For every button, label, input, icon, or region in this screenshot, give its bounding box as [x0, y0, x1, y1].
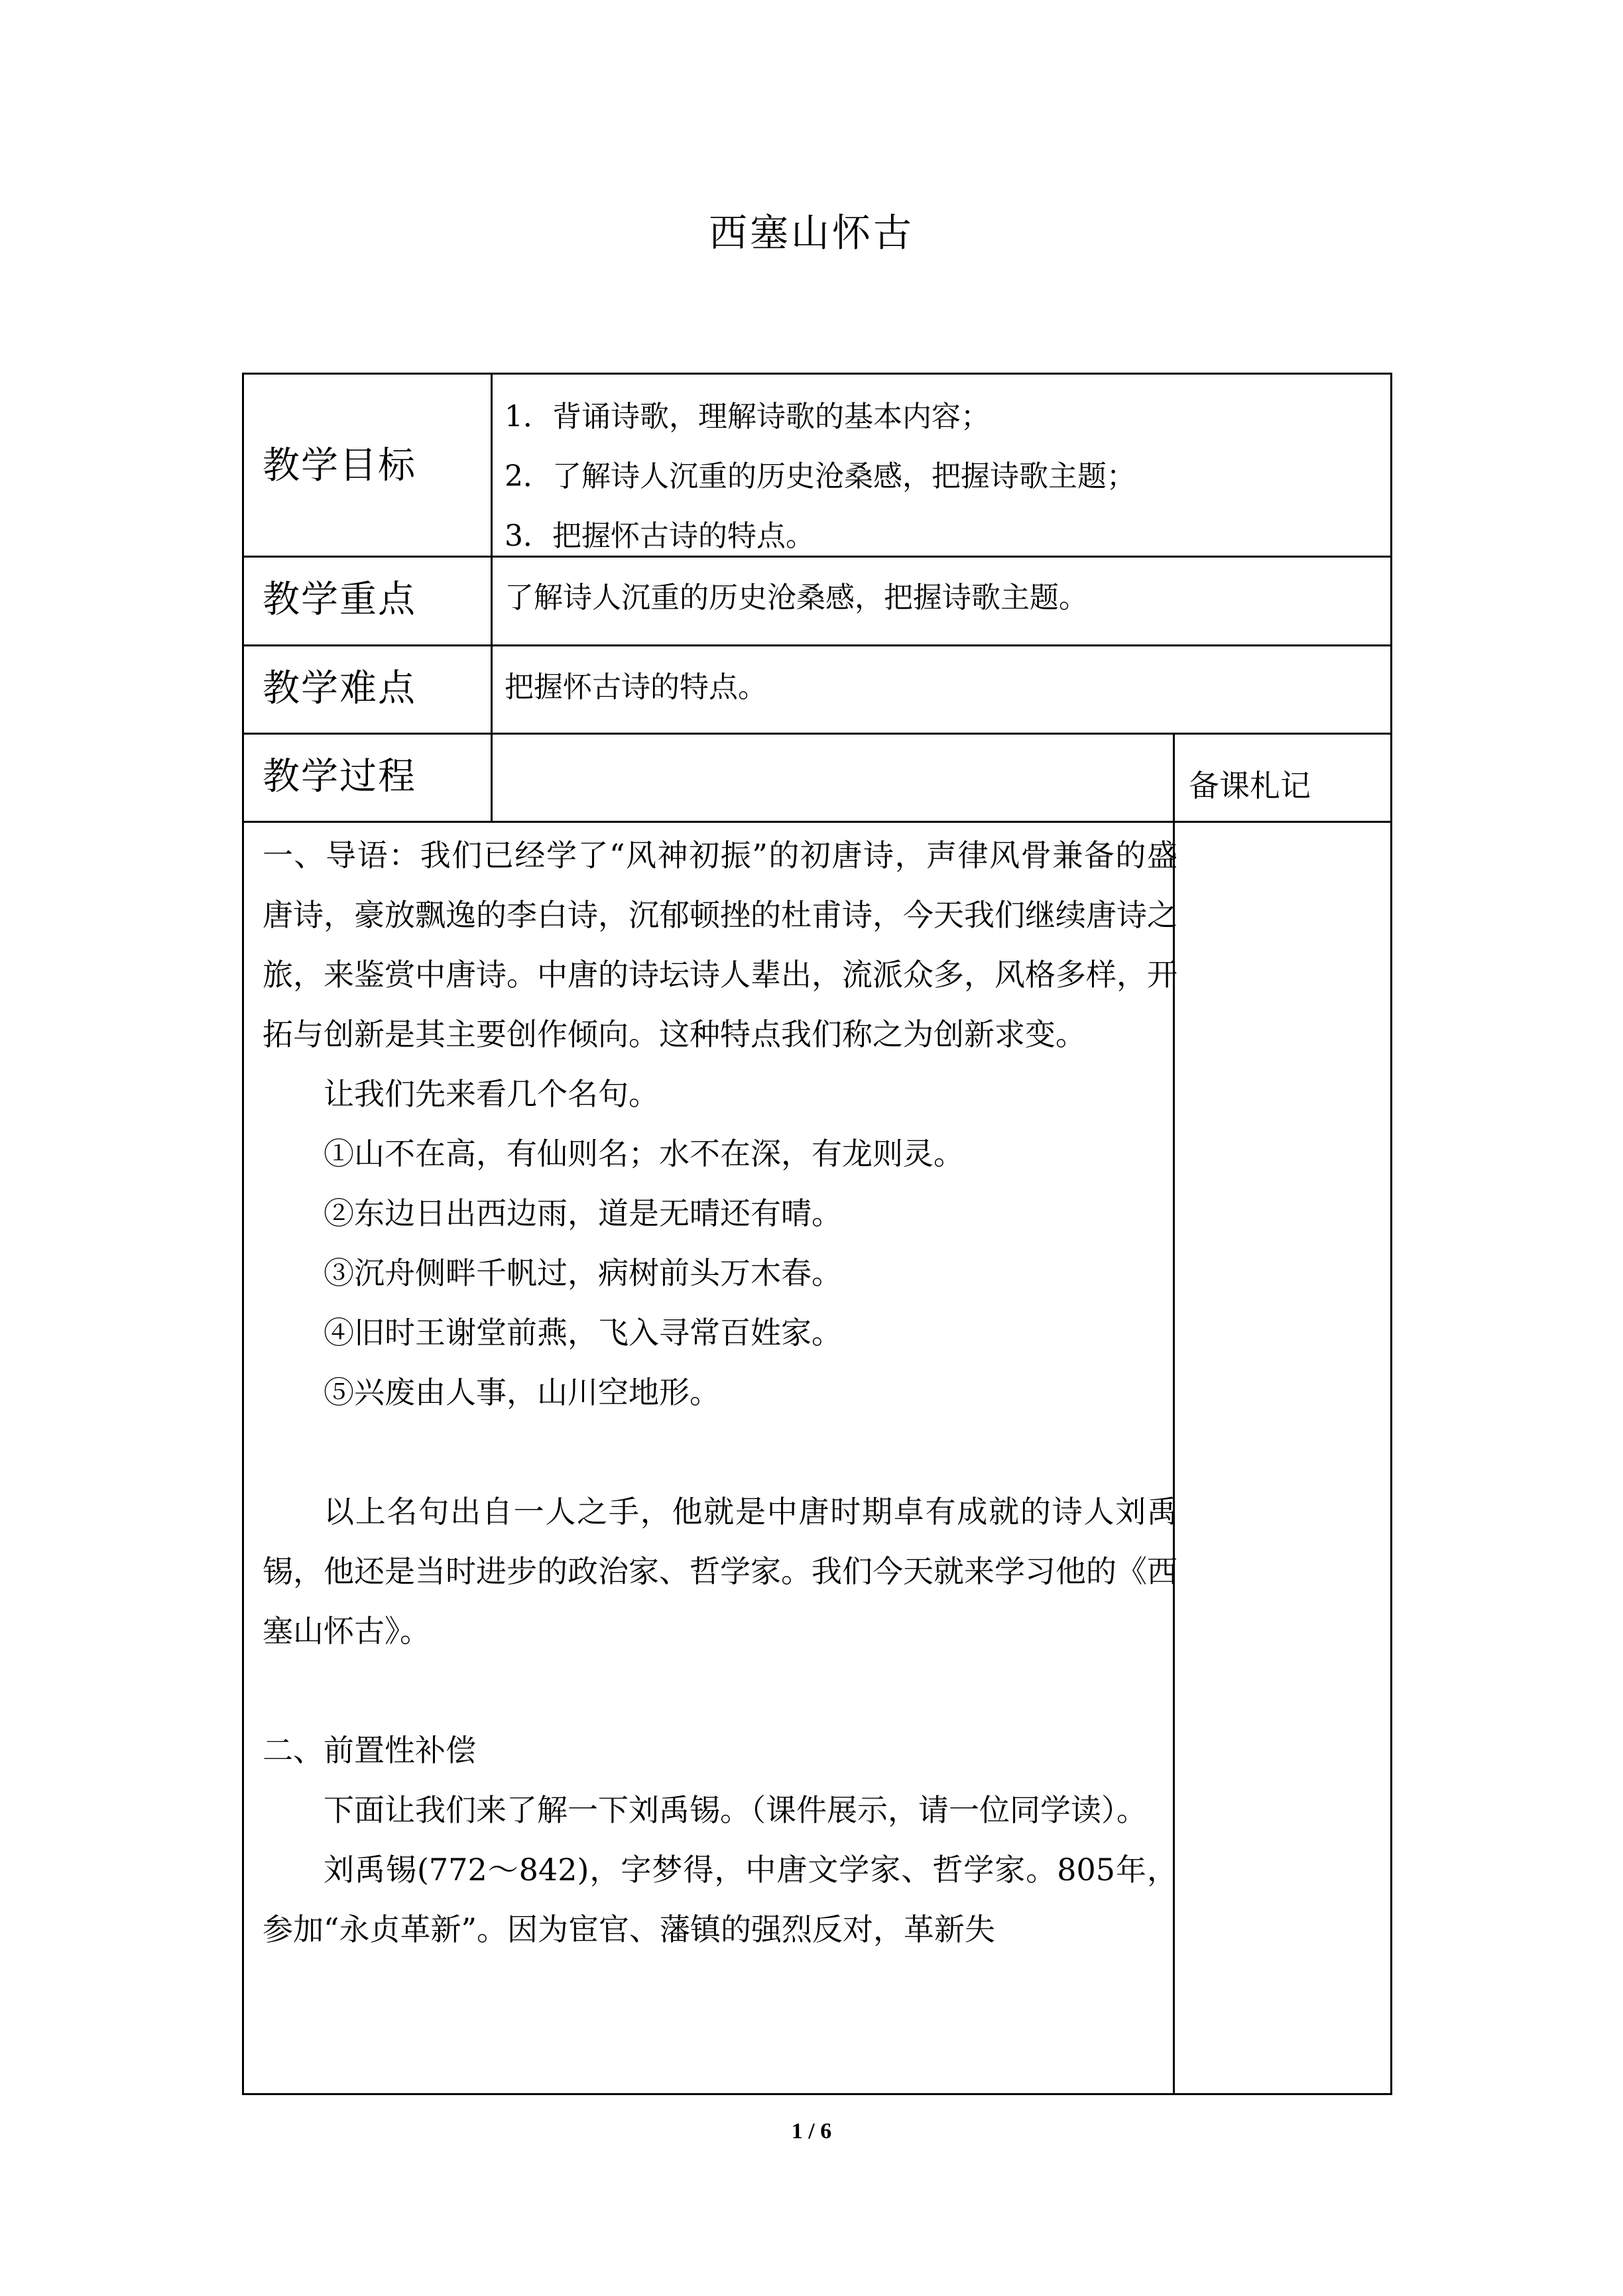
- process-body: [263, 825, 1177, 1959]
- quote-line: ①山不在高，有仙则名；水不在深，有龙则灵。: [324, 1136, 964, 1172]
- row-divider: [244, 644, 1390, 646]
- difficulties-text: 把握怀古诗的特点。: [505, 670, 767, 704]
- paragraph: 以上名句出自一人之手，他就是中唐时期卓有成就的诗人刘禹锡，他还是当时进步的政治家、哲学家。我们今天就来学习他的《西塞山怀古》。: [263, 1494, 1177, 1649]
- goals-label: 教学目标: [263, 444, 416, 487]
- key-points-text: 了解诗人沉重的历史沧桑感，把握诗歌主题。: [505, 581, 1088, 615]
- page-number: 1 / 6: [791, 2119, 832, 2144]
- column-divider: [491, 375, 493, 823]
- section-heading: 二、前置性补偿: [263, 1732, 476, 1768]
- notes-column-label: 备课札记: [1189, 768, 1311, 804]
- row-divider: [244, 556, 1390, 558]
- quote-line: ③沉舟侧畔千帆过，病树前头万木春。: [324, 1255, 842, 1291]
- row-divider: [244, 733, 1390, 735]
- key-points-label: 教学重点: [263, 578, 416, 621]
- row-divider: [244, 821, 1390, 823]
- goal-item: 3．把握怀古诗的特点。: [505, 519, 815, 553]
- goal-item: 2．了解诗人沉重的历史沧桑感，把握诗歌主题；: [505, 459, 1136, 493]
- process-label: 教学过程: [263, 755, 416, 798]
- quote-line: ⑤兴废由人事，山川空地形。: [324, 1374, 720, 1410]
- quote-line: ④旧时王谢堂前燕，飞入寻常百姓家。: [324, 1315, 842, 1351]
- paragraph: 让我们先来看几个名句。: [324, 1076, 659, 1112]
- paragraph: 下面让我们来了解一下刘禹锡。（课件展示，请一位同学读）。: [324, 1792, 1147, 1828]
- quote-line: ②东边日出西边雨，道是无晴还有晴。: [324, 1195, 842, 1231]
- lesson-plan-table: [242, 373, 1392, 2095]
- paragraph: 一、导语：我们已经学了“风神初振”的初唐诗，声律风骨兼备的盛唐诗，豪放飘逸的李白诗，沉郁顿挫的杜甫诗，今天我们继续唐诗之旅，来鉴赏中唐诗。中唐的诗坛诗人辈出，流派众多，风格多样，开拓与创新是其主要创作倾向。这种特点我们称之为创新求变。: [263, 837, 1177, 1052]
- paragraph: 刘禹锡(772～842)，字梦得，中唐文学家、哲学家。805年，参加“永贞革新”。因为宦官、藩镇的强烈反对，革新失: [263, 1852, 1177, 1947]
- difficulties-label: 教学难点: [263, 667, 416, 710]
- goal-item: 1．背诵诗歌，理解诗歌的基本内容；: [505, 400, 990, 434]
- page-title: 西塞山怀古: [708, 210, 914, 255]
